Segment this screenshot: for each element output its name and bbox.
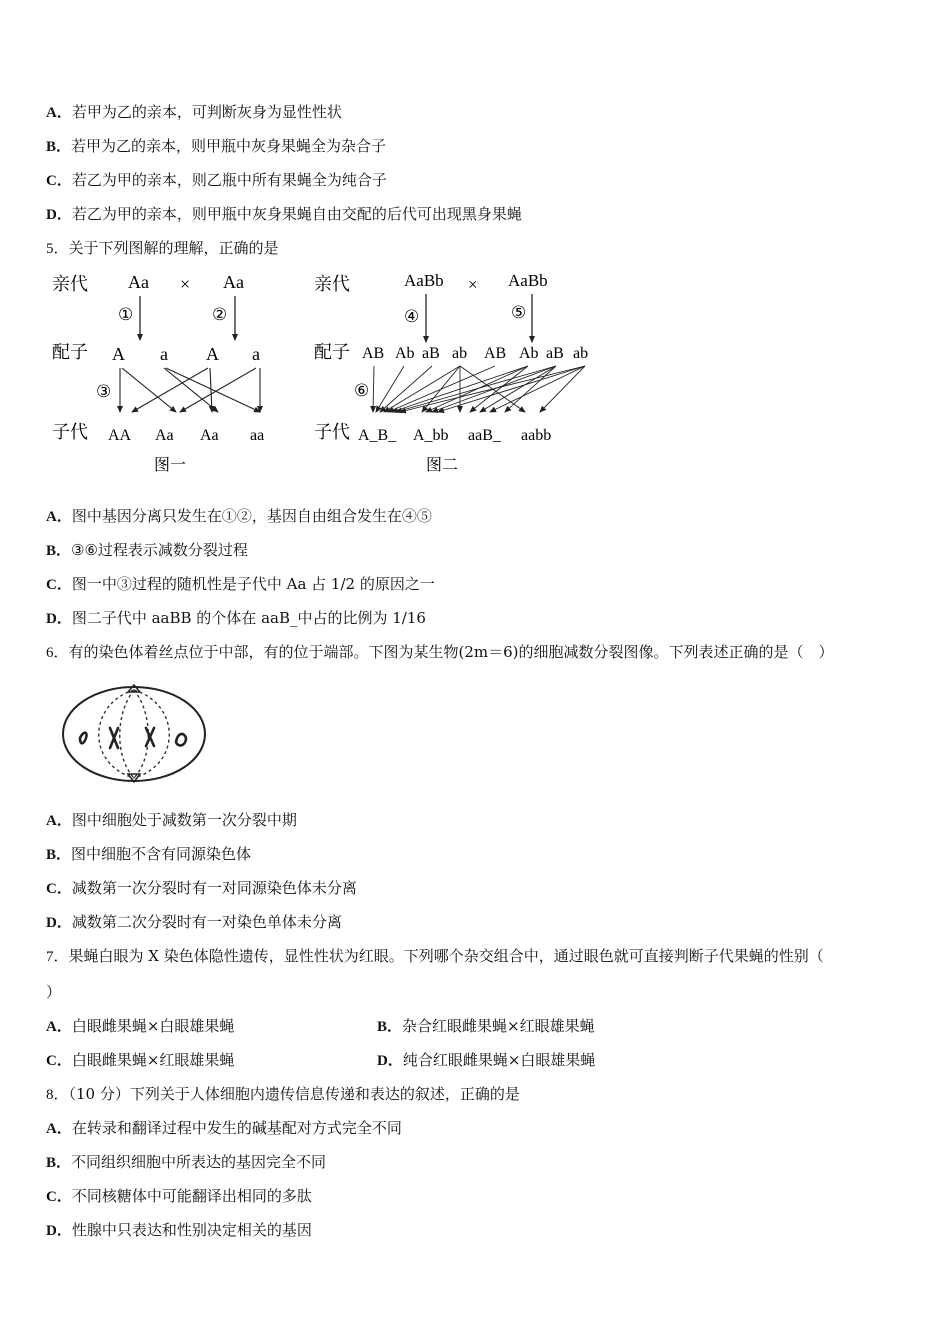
q7-stem-line1 bbox=[46, 946, 824, 967]
option-letter: D． bbox=[46, 1223, 72, 1239]
option-letter: D． bbox=[46, 915, 72, 931]
option-letter: C． bbox=[46, 1189, 72, 1205]
question-number: 5． bbox=[46, 241, 69, 257]
option-letter: C． bbox=[46, 881, 72, 897]
q7-stem-line2: ） bbox=[46, 983, 62, 1001]
question-text: 果蝇白眼为 X 染色体隐性遗传，显性性状为红眼。下列哪个杂交组合中，通过眼色就可直接判断子代果蝇的性别（ bbox=[68, 947, 824, 965]
q8-option-d bbox=[46, 1220, 312, 1241]
fig2-label-offspring: 子代 bbox=[314, 422, 350, 443]
option-text: 若甲为乙的亲本，则甲瓶中灰身果蝇全为杂合子 bbox=[71, 137, 387, 155]
option-text: 不同组织细胞中所表达的基因完全不同 bbox=[71, 1153, 327, 1171]
option-letter: A． bbox=[46, 1019, 72, 1035]
q5-figures bbox=[40, 262, 610, 482]
figure-one bbox=[52, 272, 264, 474]
q5-option-b bbox=[46, 540, 248, 561]
q5-option-d bbox=[46, 608, 426, 629]
option-text: 若甲为乙的亲本，可判断灰身为显性性状 bbox=[71, 103, 342, 121]
option-text: 图一中③过程的随机性是子代中 Aa 占 1/2 的原因之一 bbox=[71, 575, 435, 593]
option-letter: B． bbox=[46, 847, 72, 863]
q8-option-c bbox=[46, 1186, 312, 1207]
option-letter: D． bbox=[46, 611, 72, 627]
fig1-cross-sign: × bbox=[180, 274, 191, 294]
option-text: 图中细胞处于减数第一次分裂中期 bbox=[71, 811, 297, 829]
option-text: 纯合红眼雌果蝇×白眼雄果蝇 bbox=[402, 1051, 596, 1069]
fig1-gamete-1: A bbox=[112, 344, 125, 364]
fig1-gamete-4: a bbox=[252, 344, 260, 364]
q6-stem bbox=[46, 642, 834, 663]
question-text: 有的染色体着丝点位于中部，有的位于端部。下图为某生物(2m＝6)的细胞减数分裂图像。下列表述正确的是（ ） bbox=[68, 643, 834, 661]
option-letter: B． bbox=[46, 1155, 72, 1171]
fig2-label-parent: 亲代 bbox=[314, 274, 350, 295]
fig2-fertilization-arrows bbox=[373, 366, 585, 412]
q4-option-a bbox=[46, 102, 342, 123]
option-letter: C． bbox=[46, 1053, 72, 1069]
option-text: 图中基因分离只发生在①②，基因自由组合发生在④⑤ bbox=[71, 507, 432, 525]
fig2-gamete-4: ab bbox=[452, 345, 468, 362]
fig2-parent-1: AaBb bbox=[404, 271, 444, 290]
fig2-gamete-8: ab bbox=[573, 345, 589, 362]
q4-option-d bbox=[46, 204, 522, 225]
chromosomes bbox=[80, 728, 186, 748]
fig2-step-6: ⑥ bbox=[354, 381, 370, 400]
option-text: 白眼雌果蝇×白眼雄果蝇 bbox=[71, 1017, 235, 1035]
fig1-fertilization-arrows bbox=[120, 368, 260, 412]
question-number: 7． bbox=[46, 949, 69, 965]
option-text: 不同核糖体中可能翻译出相同的多肽 bbox=[71, 1187, 312, 1205]
option-letter: C． bbox=[46, 173, 72, 189]
q4-option-c bbox=[46, 170, 387, 191]
fig2-gamete-2: Ab bbox=[395, 345, 415, 362]
q6-option-d bbox=[46, 912, 342, 933]
fig1-gamete-2: a bbox=[160, 344, 168, 364]
option-text: 图二子代中 aaBB 的个体在 aaB_中占的比例为 1/16 bbox=[71, 609, 426, 627]
fig2-gamete-7: aB bbox=[546, 345, 564, 362]
fig2-cross-sign: × bbox=[468, 275, 478, 294]
fig2-step-5: ⑤ bbox=[511, 303, 527, 322]
option-letter: B． bbox=[377, 1019, 403, 1035]
fig2-offspring-2: A_bb bbox=[413, 427, 449, 444]
fig1-caption: 图一 bbox=[154, 455, 187, 474]
fig2-label-gamete: 配子 bbox=[314, 342, 350, 363]
fig2-offspring-1: A_B_ bbox=[358, 427, 397, 444]
fig1-offspring-3: Aa bbox=[200, 427, 219, 444]
option-text: 性腺中只表达和性别决定相关的基因 bbox=[71, 1221, 312, 1239]
option-text: 图中细胞不含有同源染色体 bbox=[71, 845, 252, 863]
cell-division-diagram bbox=[58, 682, 210, 786]
question-text: 关于下列图解的理解，正确的是 bbox=[68, 239, 279, 257]
fig2-gamete-3: aB bbox=[422, 345, 440, 362]
option-letter: D． bbox=[377, 1053, 403, 1069]
q5-option-c bbox=[46, 574, 435, 595]
fig2-gamete-5: AB bbox=[484, 345, 507, 362]
fig1-step-2: ② bbox=[212, 305, 228, 324]
q8-stem bbox=[46, 1084, 520, 1105]
option-letter: A． bbox=[46, 813, 72, 829]
option-letter: A． bbox=[46, 509, 72, 525]
option-letter: A． bbox=[46, 105, 72, 121]
figure-two bbox=[314, 271, 588, 474]
fig1-parent-1: Aa bbox=[128, 272, 149, 292]
option-letter: D． bbox=[46, 207, 72, 223]
fig1-step-3: ③ bbox=[96, 382, 112, 401]
q8-option-a bbox=[46, 1118, 402, 1139]
fig1-step-1: ① bbox=[118, 305, 134, 324]
option-text: 在转录和翻译过程中发生的碱基配对方式完全不同 bbox=[71, 1119, 402, 1137]
option-text: 减数第二次分裂时有一对染色单体未分离 bbox=[71, 913, 342, 931]
fig2-offspring-4: aabb bbox=[521, 427, 552, 444]
fig1-label-offspring: 子代 bbox=[52, 422, 88, 443]
q6-option-a bbox=[46, 810, 297, 831]
q7-option-c bbox=[46, 1050, 234, 1071]
fig1-gamete-3: A bbox=[206, 344, 219, 364]
q6-option-c bbox=[46, 878, 357, 899]
q7-option-a bbox=[46, 1016, 234, 1037]
fig2-step-4: ④ bbox=[404, 307, 420, 326]
fig2-gamete-1: AB bbox=[362, 345, 385, 362]
spindle-fibers bbox=[99, 690, 170, 778]
option-text: 减数第一次分裂时有一对同源染色体未分离 bbox=[71, 879, 357, 897]
q7-option-b bbox=[377, 1016, 595, 1037]
q4-option-b bbox=[46, 136, 386, 157]
option-letter: A． bbox=[46, 1121, 72, 1137]
fig2-caption: 图二 bbox=[426, 455, 459, 474]
option-text: 若乙为甲的亲本，则乙瓶中所有果蝇全为纯合子 bbox=[71, 171, 387, 189]
fig1-offspring-1: AA bbox=[108, 427, 132, 444]
option-letter: B． bbox=[46, 139, 72, 155]
question-number: 8． bbox=[46, 1087, 69, 1103]
option-text: 白眼雌果蝇×红眼雄果蝇 bbox=[71, 1051, 235, 1069]
fig1-label-gamete: 配子 bbox=[52, 342, 88, 363]
q8-option-b bbox=[46, 1152, 326, 1173]
option-text: ③⑥过程表示减数分裂过程 bbox=[71, 541, 248, 559]
fig2-offspring-3: aaB_ bbox=[468, 427, 501, 444]
option-text: 杂合红眼雌果蝇×红眼雄果蝇 bbox=[402, 1017, 595, 1035]
fig1-parent-2: Aa bbox=[223, 272, 244, 292]
option-letter: C． bbox=[46, 577, 72, 593]
question-text: （10 分）下列关于人体细胞内遗传信息传递和表达的叙述，正确的是 bbox=[68, 1085, 520, 1103]
q7-option-d bbox=[377, 1050, 595, 1071]
fig2-parent-2: AaBb bbox=[508, 271, 548, 290]
fig1-offspring-4: aa bbox=[250, 427, 265, 444]
option-text: 若乙为甲的亲本，则甲瓶中灰身果蝇自由交配的后代可出现黑身果蝇 bbox=[71, 205, 522, 223]
q5-stem bbox=[46, 238, 279, 259]
q5-option-a bbox=[46, 506, 432, 527]
question-number: 6． bbox=[46, 645, 69, 661]
fig1-label-parent: 亲代 bbox=[52, 274, 88, 295]
option-letter: B． bbox=[46, 543, 72, 559]
fig1-offspring-2: Aa bbox=[155, 427, 174, 444]
fig2-gamete-6: Ab bbox=[519, 345, 539, 362]
q6-option-b bbox=[46, 844, 251, 865]
